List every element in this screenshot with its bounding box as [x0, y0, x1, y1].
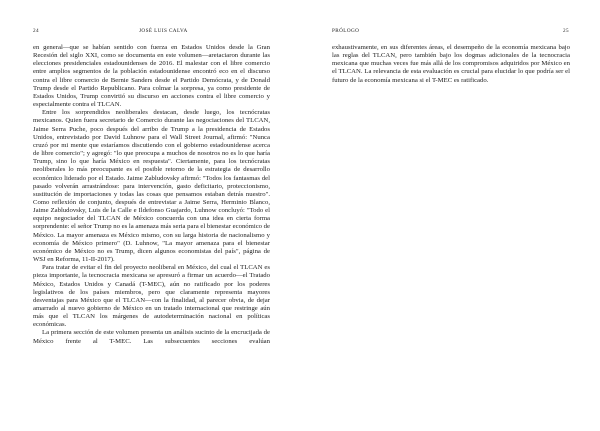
right-page: [300, 0, 600, 431]
running-head: JOSÉ LUIS CALVA: [139, 28, 188, 34]
paragraph: en general—que se habían sentido con fuerza en Estados Unidos desde la Gran Recesión del siglo XXI, como se documenta en este volumen—aretaciaron durante las elecciones presidenciales estadounidenses de 2016. El malestar con el libre comercio entre amplios segmentos de la población estadounidense encontró eco en el discurso contra el libre comercio de Bernie Sanders desde el Partido Demócrata, y de Donald Trump desde el Partido Republicano. Para colmar la sorpresa, ya como presidente de Estados Unidos, Trump convirtió su discurso en acciones contra el libre comercio y especialmente contra el TLCAN.: [33, 44, 270, 109]
paragraph: Para tratar de evitar el fin del proyecto neoliberal en México, del cual el TLCAN es pieza importante, la tecnocracia mexicana se apresuró a firmar un acuerdo—el Tratado México, Estados Unidos y Canadá (T-MEC), aún no ratificado por los poderes legislativos de los países miembros, pero que claramente representa mayores desventajas para México que el TLCAN—con la finalidad, al parecer obvia, de dejar amarrado al nuevo gobierno de México en un tratado internacional que restringe aún más que el TLCAN los márgenes de autodeterminación nacional en políticas económicas.: [33, 264, 270, 329]
paragraph: Entre los sorprendidos neoliberales destacan, desde luego, los tecnócratas mexicanos. Quien fuera secretario de Comercio durante las negociaciones del TLCAN, Jaime Serra Puche, poco después del arribo de Trump a la presidencia de Estados Unidos, entrevistado por David Luhnow para el Wall Street Journal, afirmó: "Nunca cruzó por mi mente que estaríamos discutiendo con el gobierno estadounidense acerca de libre comercio"; y agregó: "lo que preocupa a muchos de nosotros no es lo que haría Trump, sino lo que haría México en respuesta". Ciertamente, para los tecnócratas neoliberales lo más preocupante es el posible retorno de la estrategia de desarrollo económico liderado por el Estado. Jaime Zabludovsky afirmó: "Todos los fantasmas del pasado volverán arrastrándose: para intervención, gasto deficitario, proteccionismo, sustitución de importaciones y todas las cosas que pensamos estaban detrás nuestro". Como reflexión de conjunto, después de entrevistar a Jaime Serra, Herminio Blanco, Jaime Zabludovsky, Luis de la Calle e Ildefonso Guajardo, Luhnow concluyó: "Todo el equipo negociador del TLCAN de México concuerda con una idea en cierta forma sorprendente: el señor Trump no es la amenaza más seria para el bienestar económico de México. La mayor amenaza es México mismo, con su larga historia de nacionalismo y economía de México primero" (D. Luhnow, "La mayor amenaza para el bienestar económico de México no es Trump, dicen algunos economistas del país", página de WSJ en Reforma, 11-II-2017).: [33, 109, 270, 264]
page-number: 24: [33, 28, 39, 34]
running-head: PRÓLOGO: [332, 28, 360, 34]
body-text: [332, 44, 570, 85]
page-number: 25: [563, 28, 569, 34]
paragraph: exhaustivamente, en sus diferentes áreas, el desempeño de la economía mexicana bajo las reglas del TLCAN, pero también bajo los dogmas adicionales de la tecnocracia mexicana que muchas veces fue más allá de los compromisos adquiridos por México en el TLCAN. La relevancia de esta evaluación es crucial para elucidar lo que podría ser el futuro de la economía mexicana si el T-MEC es ratificado.: [332, 44, 570, 84]
paragraph: La primera sección de este volumen presenta un análisis sucinto de la encrucijada de México frente al T-MEC. Las subsecuentes secciones evalúan: [33, 329, 270, 345]
body-text: [33, 44, 270, 346]
